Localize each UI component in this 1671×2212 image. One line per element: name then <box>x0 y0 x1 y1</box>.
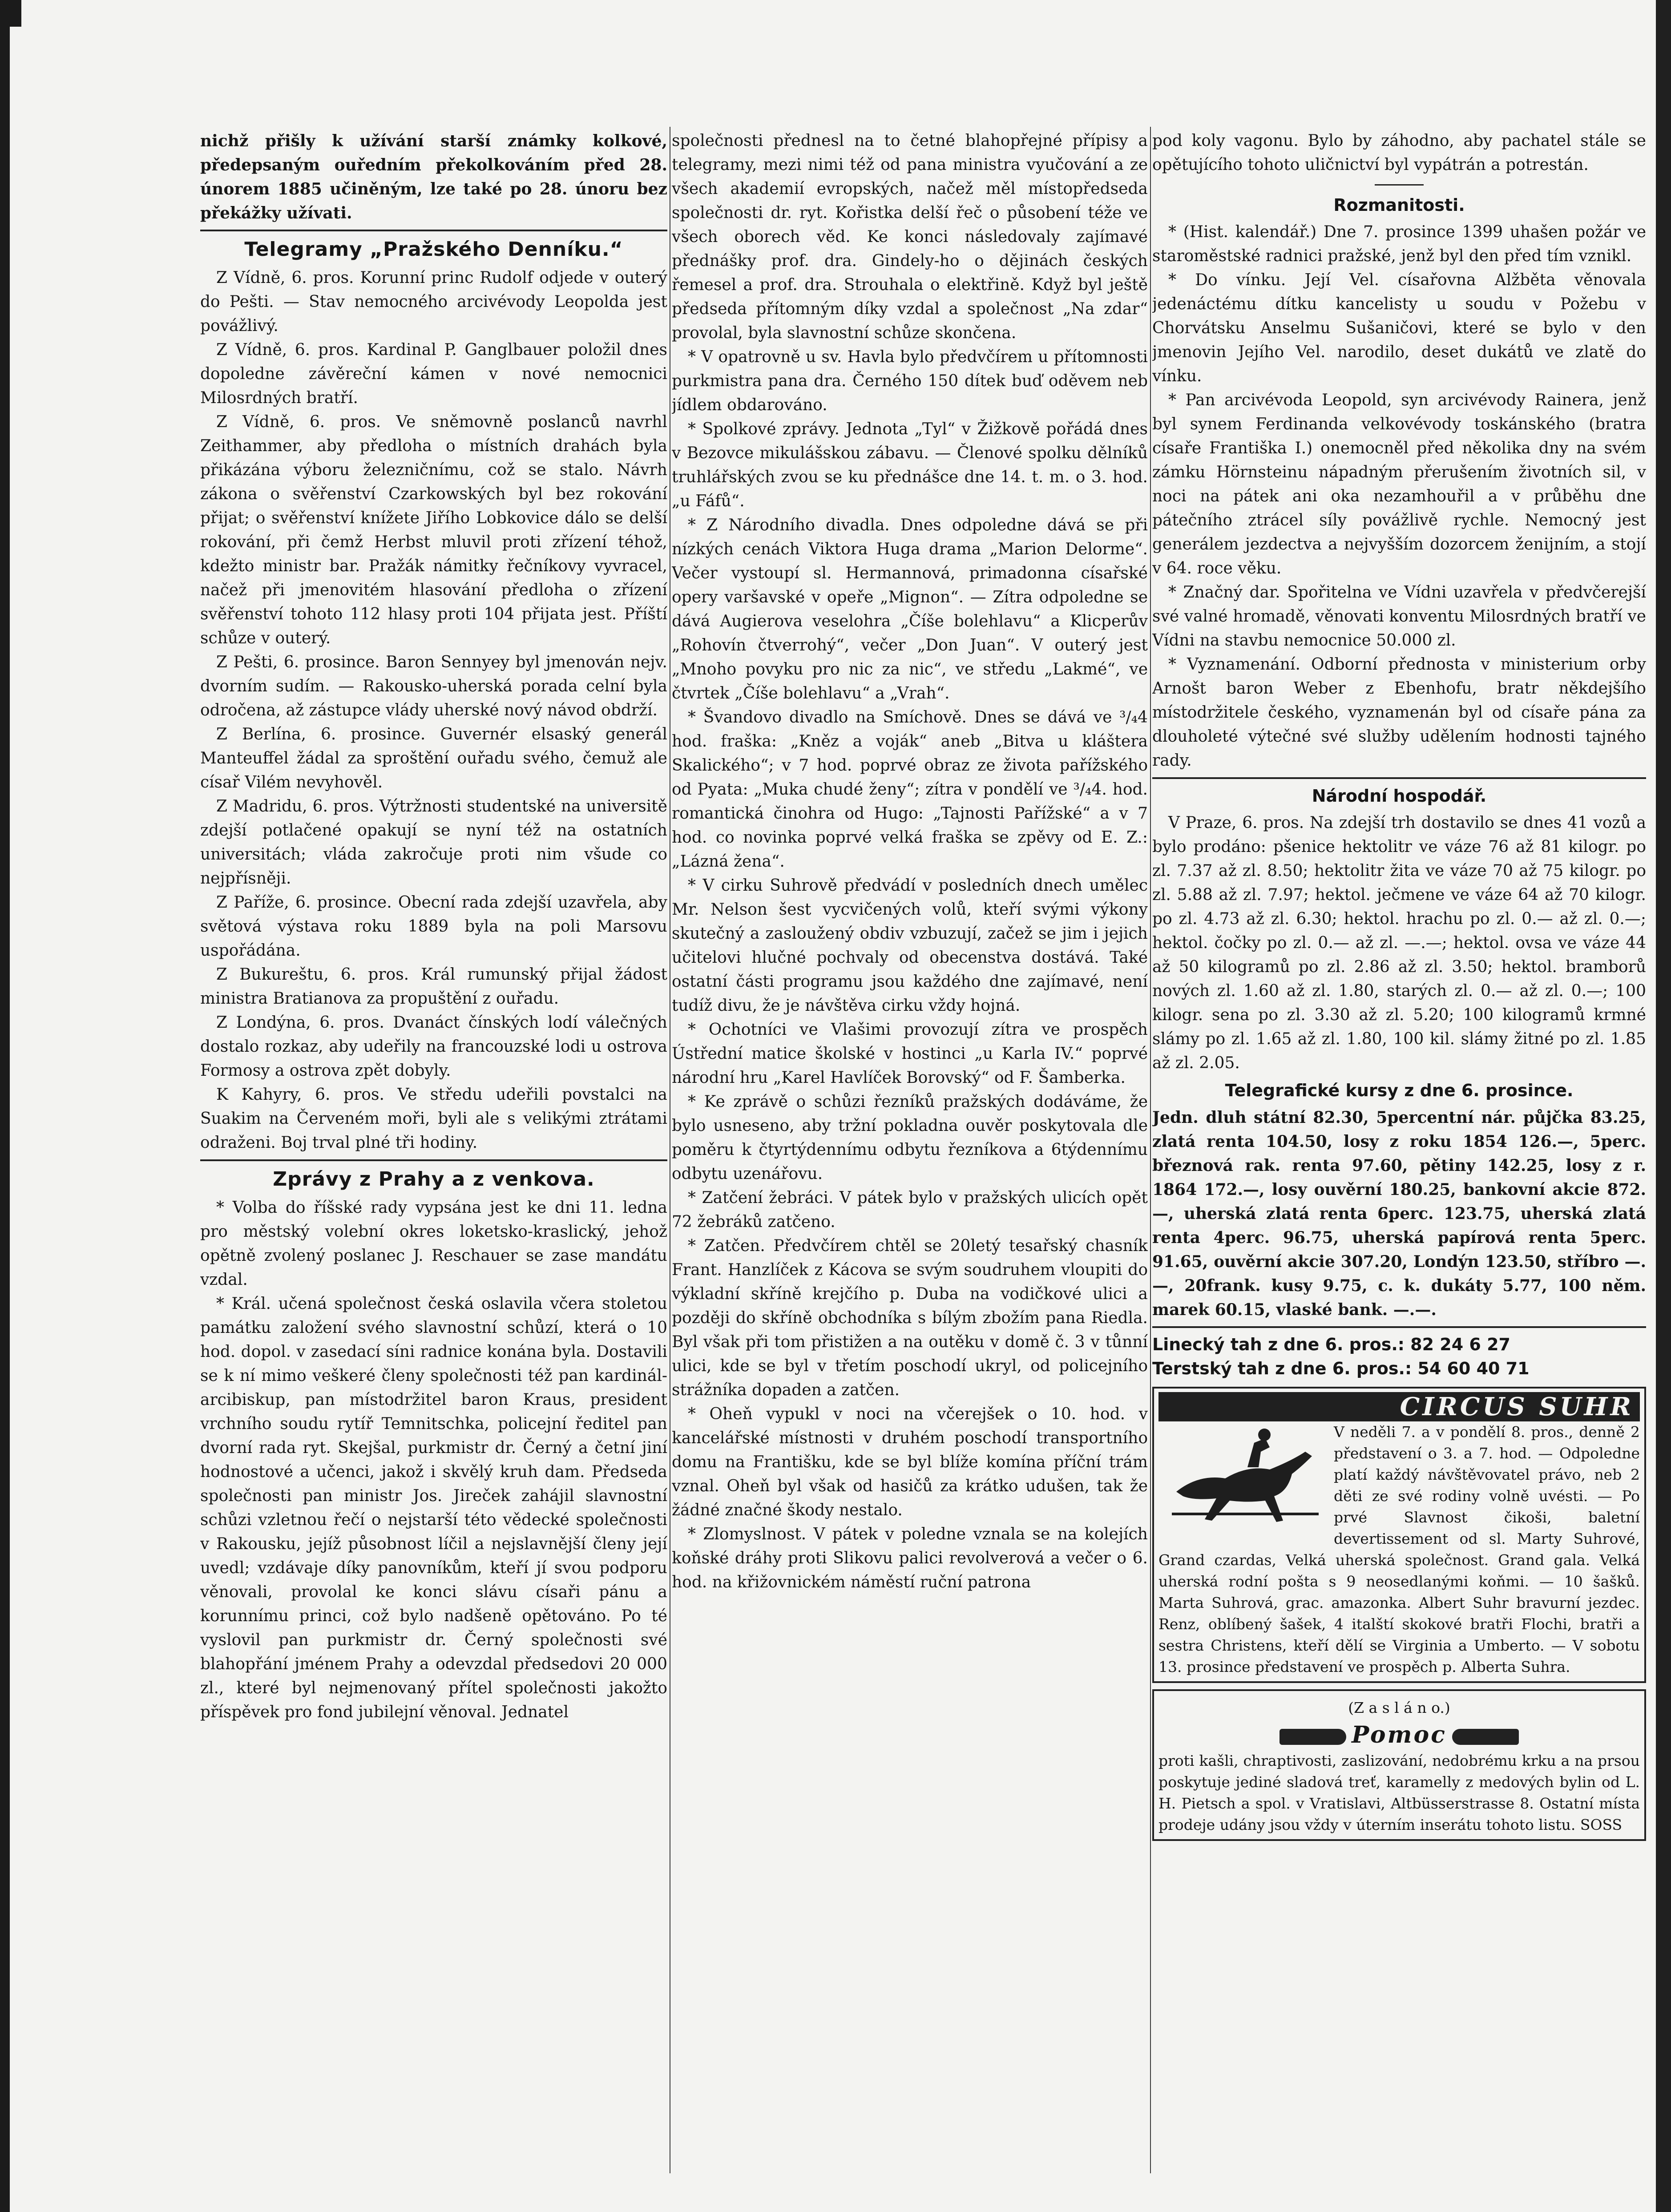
paragraph: * Zlomyslnost. V pátek v poledne vznala se na kolejích koňské dráhy proti Slikovu palici revolverová a večer o 6. hod. na křižovnickém náměstí ruční patrona <box>672 1525 1148 1591</box>
section-heading: Telegramy „Pražského Denníku.“ <box>244 238 623 261</box>
paragraph: * Spolkové zprávy. Jednota „Tyl“ v Žižkově pořádá dnes v Bezovce mikulášskou zábavu. — Členové spolku dělníků truhlářských zvou se ku přednášce dne 14. t. m. o 3. hod. „u Fáfů“. <box>672 420 1148 510</box>
paragraph: K Kahyry, 6. pros. Ve středu udeřili povstalci na Suakim na Červeném moři, byli ale s velikými ztrátami odraženi. Boj trval plné tři hodiny. <box>200 1086 667 1152</box>
paragraph: Z Madridu, 6. pros. Výtržnosti studentské na universitě zdejší potlačené opakují se nyní též na ostatních universitách; vláda zakročuje proti nim všude co nejpřísněji. <box>200 797 667 888</box>
pointing-hand-icon <box>1279 1729 1346 1745</box>
column-2 <box>672 129 1148 2176</box>
paragraph: Z Vídně, 6. pros. Kardinal P. Ganglbauer položil dnes dopoledne závěreční kámen v nové nemocnici Milosrdných bratří. <box>200 341 667 407</box>
section-heading: Rozmanitosti. <box>1333 195 1465 215</box>
paragraph: * Pan arcivévoda Leopold, syn arcivévody Rainera, jenž byl synem Ferdinanda velkovévody toskánského (bratra císaře Františka I.) onemocněl před několika dny na svém zámku Hörnsteinu nápadným přerušením životních sil, v noci na pátek ani oka nezamhouřil a v průběhu dne pátečního ztrácel síly povážlivě rychle. Nemocný jest generálem jezdectva a nejvyšším dozorcem ženijním, a stojí v 64. roce věku. <box>1152 391 1646 577</box>
circus-ad-title: CIRCUS SUHR <box>1158 1392 1640 1421</box>
paragraph: * Oheň vypukl v noci na včerejšek o 10. hod. v kancelářské místnosti v druhém poschodí transportního domu na Františku, kde se byl blíže komína příční trám vznal. Oheň byl však od hasičů za krátko udušen, tak že žádné značné škody nestalo. <box>672 1405 1148 1519</box>
column-1 <box>200 129 667 2176</box>
circus-advertisement <box>1152 1387 1646 1683</box>
pomoc-ad-title <box>1158 1721 1640 1748</box>
lottery-trieste: Terstský tah z dne 6. pros.: 54 60 40 71 <box>1152 1359 1530 1378</box>
section-rule <box>1152 1326 1646 1328</box>
section-rule <box>200 230 667 231</box>
paragraph: Z Pešti, 6. prosince. Baron Sennyey byl jmenován nejv. dvorním sudím. — Rakousko-uherská porada celní byla odročena, až zástupce vlády uherské nový návod obdrží. <box>200 653 667 719</box>
paragraph: * Zatčení žebráci. V pátek bylo v pražských ulicích opět 72 žebráků zatčeno. <box>672 1189 1148 1231</box>
scan-border-left <box>0 0 10 2212</box>
ad-tag: (Z a s l á n o.) <box>1348 1699 1450 1716</box>
paragraph: proti kašli, chraptivosti, zaslizování, nedobrému krku a na prsou poskytuje jediné sladová treť, karamelly z medových bylin od L. H. Pietsch a spol. v Vratislavi, Altbüsserstrasse 8. Ostatní místa prodeje udány jsou vždy v úterním inserátu tohoto listu. SOSS <box>1158 1752 1640 1833</box>
section-heading: Telegrafické kursy z dne 6. prosince. <box>1225 1081 1574 1100</box>
paragraph: * Vyznamenání. Odborní přednosta v ministerium orby Arnošt baron Weber z Ebenhofu, bratr někdejšího místodržitele českého, vyznamenán byl od císaře pána za dlouholeté výtečné své služby udělením hodnosti tajného rady. <box>1152 655 1646 770</box>
paragraph: Z Paříže, 6. prosince. Obecní rada zdejší uzavřela, aby světová výstava roku 1889 byla na poli Marsovu uspořádána. <box>200 893 667 960</box>
section-heading: Zprávy z Prahy a z venkova. <box>273 1168 595 1191</box>
paragraph: Z Berlína, 6. prosince. Guvernér elsaský generál Manteuffel žádal za sproštění ouřadu svého, čemuž ale císař Vilém nevyhověl. <box>200 725 667 791</box>
pointing-hand-icon <box>1452 1729 1519 1745</box>
paragraph: pod koly vagonu. Bylo by záhodno, aby pachatel stále se opětujícího tohoto uličnictví byl vypátrán a potrestán. <box>1152 132 1646 174</box>
lottery-linz: Linecký tah z dne 6. pros.: 82 24 6 27 <box>1152 1335 1510 1354</box>
separator <box>1375 184 1424 186</box>
lottery-results <box>1152 1332 1646 1380</box>
paragraph: * Švandovo divadlo na Smíchově. Dnes se dává ve ³/₄4 hod. fraška: „Kněz a voják“ aneb „Bitva u kláštera Skalického“; v 7 hod. poprvé obraz ze života pařížského od Pyata: „Muka chudé ženy“; zítra v pondělí ve ³/₄4. hod. romantická činohra od Hugo: „Tajnosti Pařížské“ a v 7 hod. co novinka poprvé velká fraška se zpěvy od E. Z.: „Lázná žena“. <box>672 708 1148 871</box>
section-rule <box>1152 777 1646 779</box>
paragraph: * Ochotníci ve Vlašimi provozují zítra ve prospěch Ústřední matice školské v hostinci „u Karla IV.“ poprvé národní hru „Karel Havlíček Borovský“ od F. Šamberka. <box>672 1021 1148 1087</box>
paragraph: * V opatrovně u sv. Havla bylo předvčírem u přítomnosti purkmistra pana dra. Černého 150 dítek buď oděvem neb jídlem obdarováno. <box>672 348 1148 414</box>
paragraph: * (Hist. kalendář.) Dne 7. prosince 1399 uhašen požár ve staroměstské radnici pražské, jenž byl den před tím vznikl. <box>1152 223 1646 265</box>
section-rule <box>200 1159 667 1161</box>
paragraph: nichž přišly k užívání starší známky kolkové, předepsaným ouředním překolkováním před 28. únorem 1885 učiněným, lze také po 28. únoru bez překážky užívati. <box>200 132 667 222</box>
pomoc-advertisement <box>1152 1689 1646 1841</box>
paragraph: Z Bukureštu, 6. pros. Král rumunský přijal žádost ministra Bratianova za propuštění z ouřadu. <box>200 965 667 1008</box>
paragraph: společnosti přednesl na to četné blahopřejné přípisy a telegramy, mezi nimi též od pana ministra vyučování a ze všech akademií evropských, načež měl místopředseda společnosti dr. ryt. Kořistka delší řeč o působení téže ve všech oborech věd. Ke konci následovaly zajímavé přednášky prof. dra. Gindely-ho o dějinách českých řemesel a prof. dra. Strouhala o elektřině. Když byl ještě předseda přítomným díky vzdal a společnost „Na zdar“ provolal, byla slavnostní schůze skončena. <box>672 132 1148 342</box>
scan-corner <box>10 0 21 27</box>
paragraph: * Z Národního divadla. Dnes odpoledne dává se při nízkých cenách Viktora Huga drama „Marion Delorme“. Večer vystoupí sl. Hermannová, primadonna císařské opery varšavské v opeře „Mignon“. — Zítra odpoledne se dává Augierova veselohra „Číše bolehlavu“ a Klicperův „Rohovín čtverrohý“, večer „Don Juan“. V outerý jest „Mnoho povyku pro nic za nic“, ve středu „Lakmé“, ve čtvrtek „Číše bolehlavu“ a „Vrah“. <box>672 516 1148 702</box>
section-heading: Národní hospodář. <box>1312 786 1487 806</box>
paragraph: * Král. učená společnost česká oslavila včera stoletou památku založení svého slavnostní schůzí, která o 10 hod. dopol. v zasedací síni radnice konána byla. Dostavili se k ní mimo veškeré členy společnosti též pan kardinál-arcibiskup, pan místodržitel baron Kraus, president vrchního soudu rytíř Temnitschka, policejní ředitel pan dvorní rada ryt. Skejšal, purkmistr dr. Černý a četní jiní hodnostové a učenci, jakož i skvělý kruh dam. Předseda společnosti pan ministr Jos. Jireček zahájil slavnostní schůzi vzletnou řečí o nejstarší této vědecké společnosti v Rakousku, jejíž působnost líčil a nejslavnější členy její uvedl; vzdávaje díky panovníkům, kteří jí svou podporu věnovali, provolal ke konci slávu císaři pánu a korunnímu princi, což bylo nadšeně opětováno. Po té vyslovil pan purkmistr dr. Černý společnosti své blahopřání jménem Prahy a odevzdal předsedovi 20 000 zl., které byl nejmenovaný přítel společnosti jakožto příspěvek pro fond jubilejní věnoval. Jednatel <box>200 1295 667 1721</box>
scan-border-right <box>1656 0 1671 2212</box>
paragraph: Z Vídně, 6. pros. Ve sněmovně poslanců navrhl Zeithammer, aby předloha o místních drahách byla přikázána výboru železničnímu, což se stalo. Návrh zákona o svěřenství Czarkowských byl bez rokování přijat; o svěřenství knížete Jiřího Lobkovice dálo se delší rokování, při čemž Herbst mluvil proti zřízení téhož, kdežto ministr bar. Pražák námitky řečníkovy vyvracel, načež při jmenovitém hlasování předloha o zřízení svěřenství tohoto 112 hlasy proti 104 přijata jest. Příští schůze v outerý. <box>200 413 667 647</box>
horse-rider-icon <box>1158 1425 1328 1527</box>
paragraph: * Značný dar. Spořitelna ve Vídni uzavřela v předvčerejší své valné hromadě, věnovati konventu Milosrdných bratří ve Vídni na stavbu nemocnice 50.000 zl. <box>1152 583 1646 650</box>
column-3 <box>1152 129 1646 2176</box>
paragraph: * Volba do říšské rady vypsána jest ke dni 11. ledna pro městský volební okres loketsko-kraslický, jehož opětně zvolený poslanec J. Reschauer se zase mandátu vzdal. <box>200 1199 667 1289</box>
paragraph: V neděli 7. a v pondělí 8. pros., denně 2 představení o 3. a 7. hod. — Odpoledne platí každý návštěvovatel právo, neb 2 děti ze své rodiny volně uvésti. — Po prvé Slavnost čikoši, baletní devertissement od sl. Marty Suhrové, Grand czardas, Velká uherská společnost. Grand gala. Velká uherská rodní pošta s 9 neosedlanými koňmi. — 10 šašků. Marta Suhrová, grac. amazonka. Albert Suhr bravurní jezdec. Renz, oblíbený šašek, 4 italští skokové bratři Flochi, bratři a sestra Christens, kteří dělí se Virginia a Umberto. — V sobotu 13. prosince představení ve prospěch p. Alberta Suhra. <box>1158 1423 1640 1675</box>
paragraph: * Ke zprávě o schůzi řezníků pražských dodáváme, že bylo usneseno, aby tržní pokladna ouvěr poskytovala dle poměru k čtyrtýdennímu odbytu řezníkova a 6týdennímu odbytu uzenářovu. <box>672 1093 1148 1183</box>
paragraph: * Do vínku. Její Vel. císařovna Alžběta věnovala jedenáctému dítku kancelisty u soudu v Požebu v Chorvátsku Anselmu Sušaničovi, které se bylo v den jmenovin Jejího Vel. narodilo, deset dukátů ve zlatě do vínku. <box>1152 271 1646 385</box>
paragraph: Z Vídně, 6. pros. Korunní princ Rudolf odjede v outerý do Pešti. — Stav nemocného arcivévody Leopolda jest povážlivý. <box>200 269 667 335</box>
paragraph: V Praze, 6. pros. Na zdejší trh dostavilo se dnes 41 vozů a bylo prodáno: pšenice hektolitr ve váze 76 až 81 kilogr. po zl. 7.37 až zl. 8.50; hektolitr žita ve váze 70 až 75 kilogr. po zl. 5.88 až zl. 7.97; hektol. ječmene ve váze 64 až 70 kilogr. po zl. 4.73 až zl. 6.30; hektol. hrachu po zl. 0.— až zl. 0.—; hektol. čočky po zl. 0.— až zl. —.—; hektol. ovsa ve váze 44 až 50 kilogramů po zl. 2.86 až zl. 3.50; hektol. bramborů nových zl. 1.60 až zl. 1.80, starých zl. 0.— až zl. 0.—; 100 kilogr. sena po zl. 3.30 až zl. 5.20; 100 kilogramů krmné slámy po zl. 1.65 až zl. 1.80, 100 kil. slámy žitné po zl. 1.85 až zl. 2.05. <box>1152 814 1646 1072</box>
paragraph: Jedn. dluh státní 82.30, 5percentní nár. půjčka 83.25, zlatá renta 104.50, losy z roku 1854 126.—, 5perc. březnová rak. renta 97.60, pětiny 142.25, losy z r. 1864 172.—, losy ouvěrní 180.25, bankovní akcie 872.—, uherská zlatá renta 6perc. 123.75, uherská zlatá renta 4perc. 96.75, uherská papírová renta 5perc. 91.65, ouvěrní akcie 307.20, Londýn 123.50, stříbro —.—, 20frank. kusy 9.75, c. k. dukáty 5.77, 100 něm. marek 60.15, vlaské bank. —.—. <box>1152 1108 1646 1319</box>
pomoc-title-text: Pomoc <box>1352 1721 1447 1748</box>
paragraph: * V cirku Suhrově předvádí v posledních dnech umělec Mr. Nelson šest vycvičených volů, kteří svými výkony skutečný a zasloužený obdiv vzbuzují, začež se jim i jejich učitelovi hlučné pochvaly od obecenstva dostává. Také ostatní části programu jsou každého dne zajímavé, není tudíž divu, že je návštěva cirku vždy hojná. <box>672 876 1148 1015</box>
paragraph: * Zatčen. Předvčírem chtěl se 20letý tesařský chasník Frant. Hanzlíček z Kácova se svým soudruhem vloupiti do výkladní skříně krejčího p. Duba na vodičkové ulici a později do skříně obchodníka s bílým zbožím pana Riedla. Byl však při tom přistižen a na outěku v domě č. 3 v tůnní ulici, kde se byl v třetím poschodí ukryl, od policejního strážníka dopaden a zatčen. <box>672 1237 1148 1399</box>
column-rule <box>1150 127 1151 2173</box>
paragraph: Z Londýna, 6. pros. Dvanáct čínských lodí válečných dostalo rozkaz, aby udeřily na francouzské lodi u ostrova Formosy a ostrova zpět dobyly. <box>200 1013 667 1080</box>
